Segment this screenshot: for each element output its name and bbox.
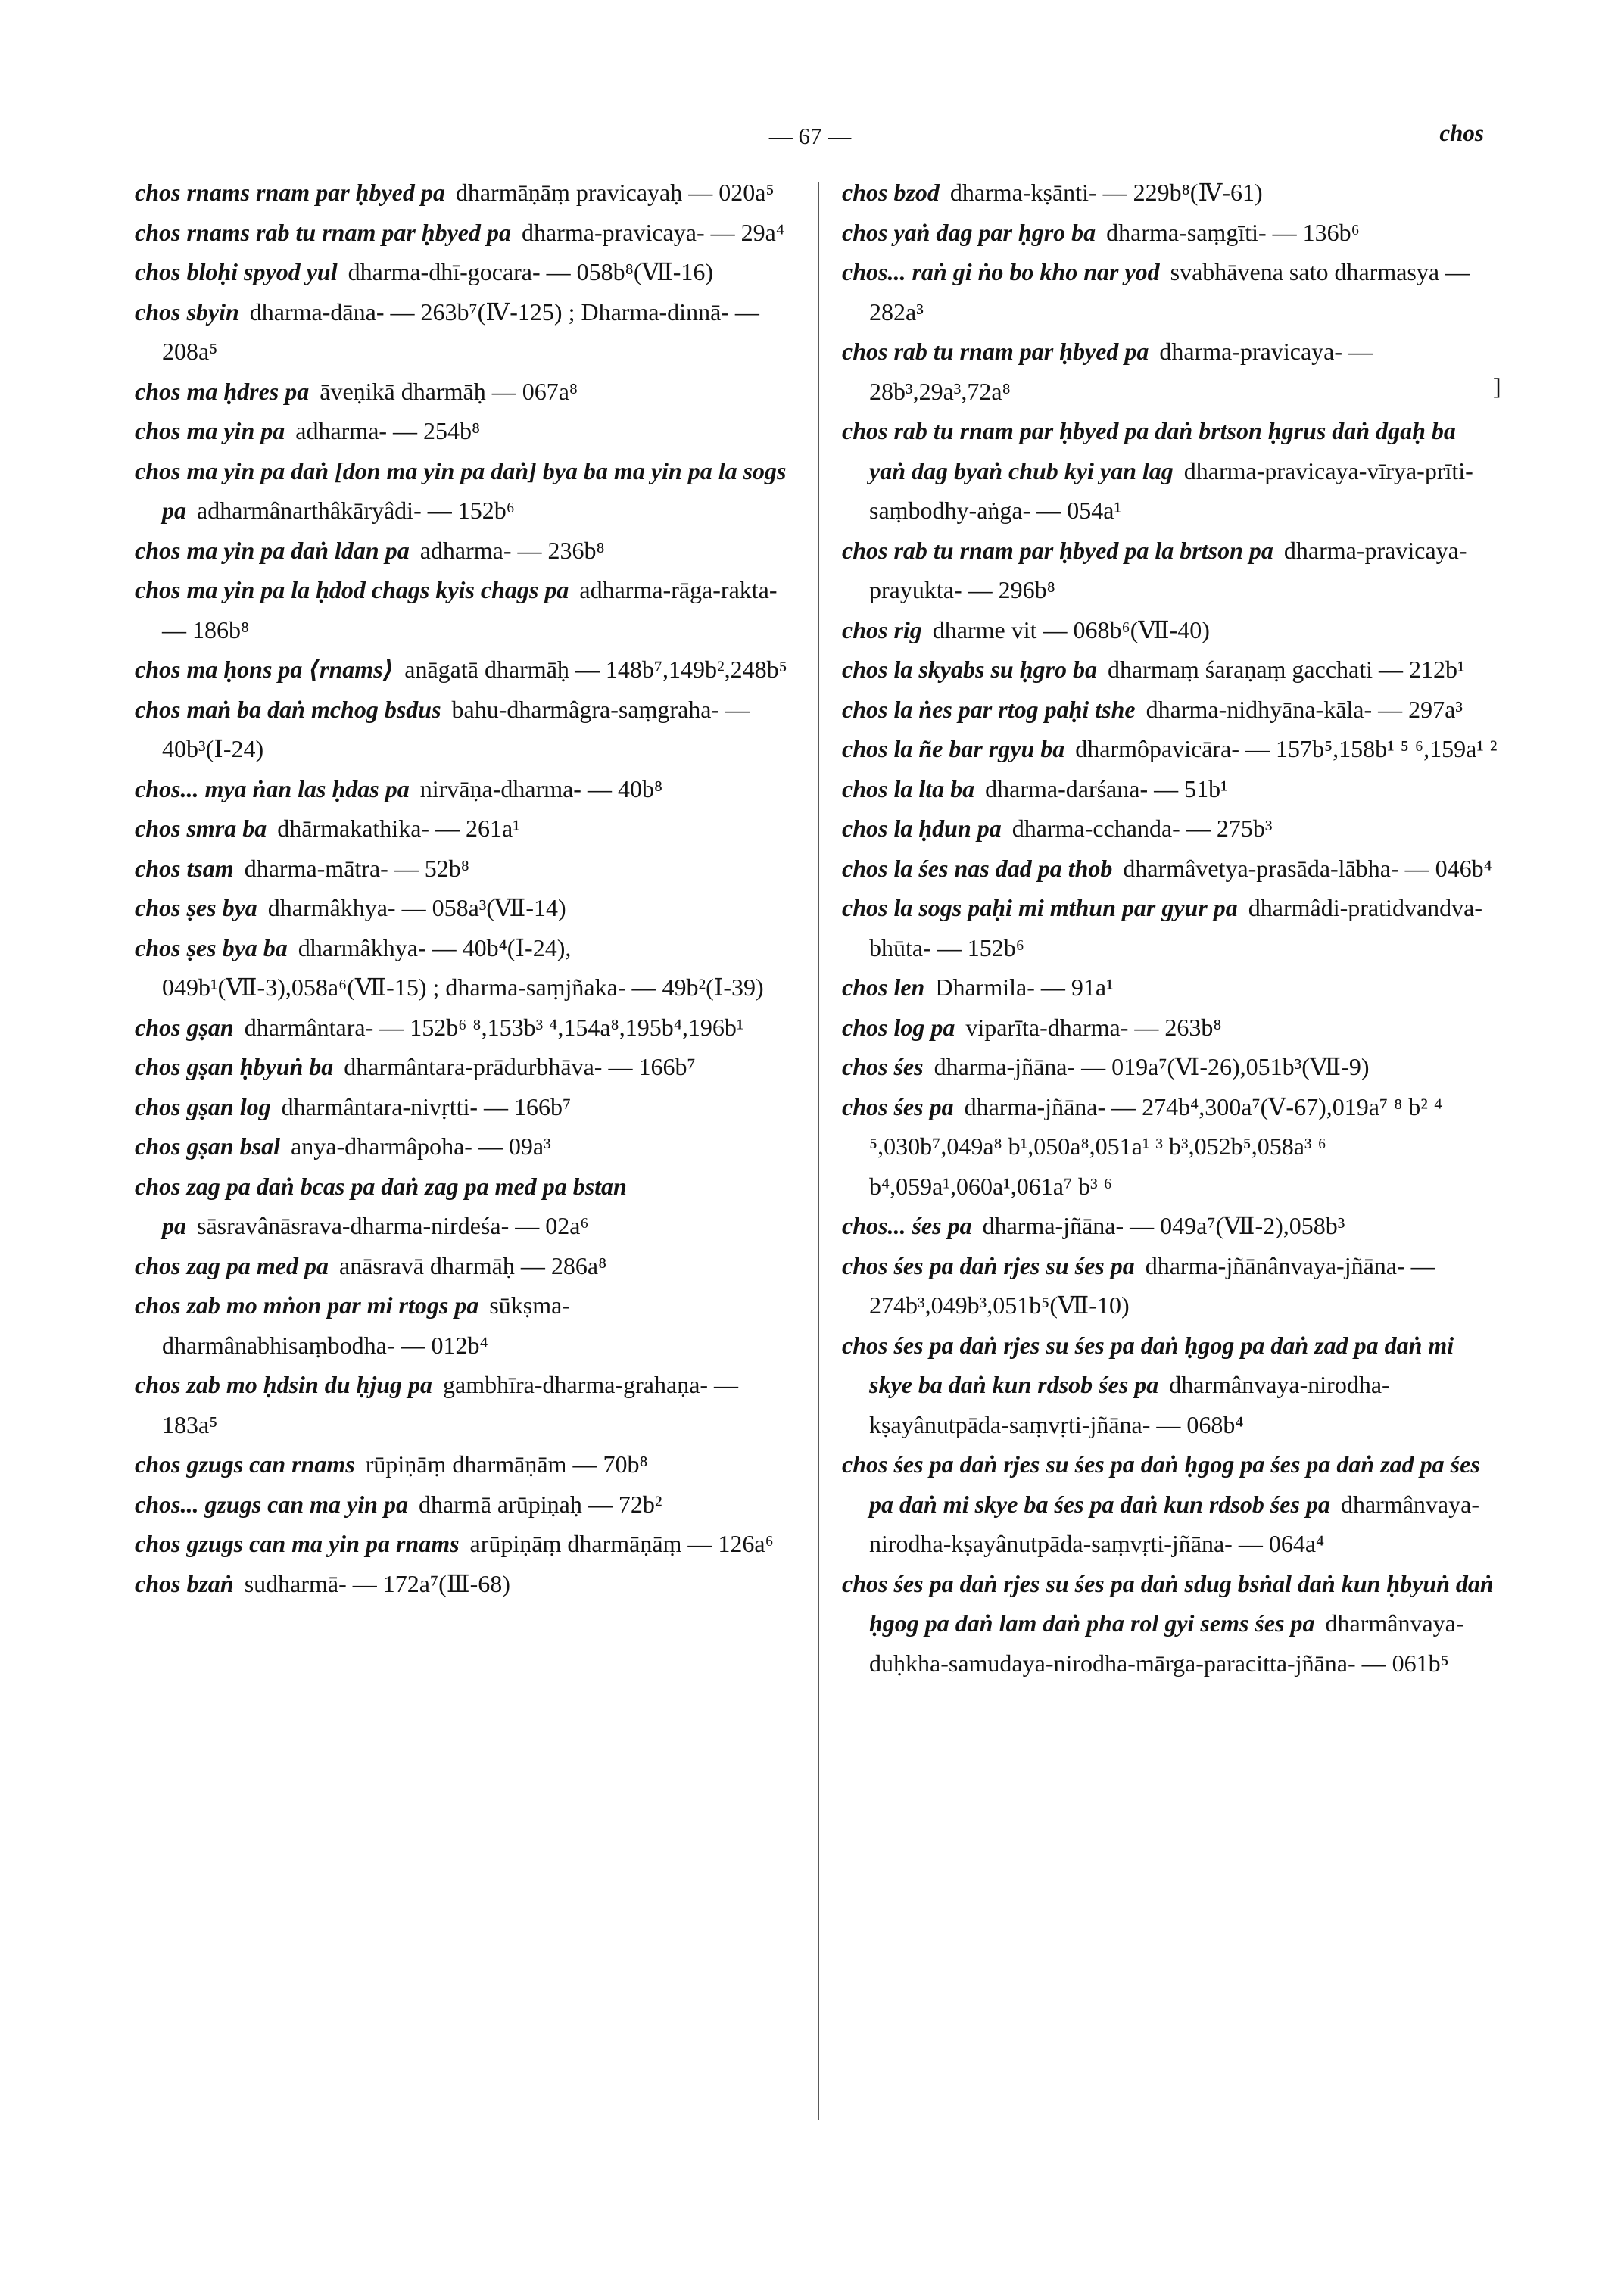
dictionary-entry	[135, 411, 795, 451]
running-head: chos	[1439, 120, 1484, 146]
entry-headword: chos la ñe bar rgyu ba	[842, 735, 1065, 762]
entry-headword: chos ṣes bya	[135, 894, 257, 921]
dictionary-entry	[842, 888, 1498, 967]
entry-headword: chos tsam	[135, 854, 234, 882]
entry-definition: rūpiṇāṃ dharmāṇām — 70b⁸	[365, 1450, 648, 1478]
dictionary-entry	[135, 1047, 795, 1087]
entry-headword: chos... gzugs can ma yin pa	[135, 1490, 408, 1518]
dictionary-entry	[135, 1246, 795, 1286]
entry-definition: dharma-pravicaya-prayukta- — 296b⁸	[869, 536, 1467, 603]
dictionary-entry	[842, 411, 1498, 531]
entry-definition: anāgatā dharmāḥ — 148b⁷,149b²,248b⁵	[404, 656, 787, 683]
dictionary-entry	[135, 213, 795, 253]
entry-headword: chos smra ba	[135, 815, 267, 842]
entry-headword: chos la śes nas dad pa thob	[842, 854, 1113, 882]
entry-headword: chos gṣan bsal	[135, 1132, 281, 1160]
left-column	[135, 173, 795, 1603]
entry-definition: dharma-pravicaya-vīrya-prīti-saṃbodhy-aṅga- — 054a¹	[869, 456, 1473, 524]
entry-definition: dharma-pravicaya- — 29a⁴	[521, 218, 784, 246]
dictionary-entry	[842, 769, 1498, 809]
entry-definition: dharma-mātra- — 52b⁸	[244, 854, 469, 882]
dictionary-entry	[135, 1485, 795, 1525]
dictionary-entry	[842, 252, 1498, 332]
dictionary-entry	[842, 1047, 1498, 1087]
dictionary-entry	[135, 252, 795, 292]
entry-definition: sūkṣma-dharmânabhisaṃbodha- — 012b⁴	[162, 1291, 570, 1359]
entry-headword: chos bzaṅ	[135, 1569, 234, 1597]
entry-definition: adharma- — 236b⁸	[419, 536, 605, 564]
entry-headword: chos la lta ba	[842, 774, 975, 802]
entry-definition: āveṇikā dharmāḥ — 067a⁸	[320, 377, 578, 405]
entry-definition: dharmântara- — 152b⁶ ⁸,153b³ ⁴,154a⁸,195b⁴,196b¹	[244, 1013, 744, 1041]
entry-headword: chos gzugs can rnams	[135, 1450, 355, 1478]
entry-headword: chos log pa	[842, 1013, 955, 1041]
entry-definition: dharma-jñānânvaya-jñāna- — 274b³,049b³,051b⁵(Ⅶ-10)	[869, 1251, 1435, 1319]
entry-headword: chos gzugs can ma yin pa rnams	[135, 1530, 460, 1557]
dictionary-entry	[842, 808, 1498, 849]
entry-definition: nirvāṇa-dharma- — 40b⁸	[419, 774, 663, 802]
entry-definition: dharma-nidhyāna-kāla- — 297a³	[1146, 695, 1463, 723]
dictionary-entry	[135, 769, 795, 809]
entry-definition: arūpiṇāṃ dharmāṇāṃ — 126a⁶	[469, 1530, 774, 1557]
entry-definition: dharma-dhī-gocara- — 058b⁸(Ⅶ-16)	[348, 258, 714, 285]
entry-definition: dharma-darśana- — 51b¹	[985, 774, 1228, 802]
entry-definition: viparīta-dharma- — 263b⁸	[965, 1013, 1222, 1041]
entry-headword: chos śes pa daṅ rjes su śes pa daṅ sdug bsṅal daṅ kun ḥbyuṅ daṅ ḥgog pa daṅ lam daṅ pha rol gyi sems śes pa	[842, 1569, 1494, 1637]
entry-definition: dharma-saṃgīti- — 136b⁶	[1106, 218, 1360, 246]
entry-definition: dharmâkhya- — 40b⁴(Ⅰ-24), 049b¹(Ⅶ-3),058a⁶(Ⅶ-15) ; dharma-saṃjñaka- — 49b²(Ⅰ-39)	[162, 933, 764, 1001]
dictionary-entry	[842, 1444, 1498, 1564]
entry-headword: chos... śes pa	[842, 1212, 972, 1239]
dictionary-entry	[842, 650, 1498, 690]
column-divider	[818, 182, 819, 2120]
dictionary-entry	[135, 1564, 795, 1604]
entry-definition: dharmâvetya-prasāda-lābha- — 046b⁴	[1123, 854, 1492, 882]
entry-definition: dharmânvaya-nirodha-kṣayânutpāda-saṃvṛti-jñāna- — 068b⁴	[869, 1371, 1390, 1438]
entry-definition: sāsravânāsrava-dharma-nirdeśa- — 02a⁶	[197, 1212, 589, 1239]
entry-headword: chos zag pa daṅ bcas pa daṅ zag pa med pa bstan pa	[135, 1172, 627, 1239]
entry-headword: chos bloḥi spyod yul	[135, 258, 338, 285]
entry-headword: chos maṅ ba daṅ mchog bsdus	[135, 695, 441, 723]
dictionary-entry	[842, 849, 1498, 889]
dictionary-entry	[842, 610, 1498, 650]
dictionary-entry	[135, 372, 795, 412]
entry-definition: dharmânvaya-duḥkha-samudaya-nirodha-mārga-paracitta-jñāna- — 061b⁵	[869, 1609, 1464, 1677]
entry-headword: chos la sogs paḥi mi mthun par gyur pa	[842, 894, 1238, 921]
dictionary-entry	[135, 1008, 795, 1048]
entry-headword: chos śes pa daṅ rjes su śes pa	[842, 1251, 1135, 1279]
entry-headword: chos yaṅ dag par ḥgro ba	[842, 218, 1096, 246]
dictionary-entry	[842, 1206, 1498, 1246]
entry-headword: chos ma ḥdres pa	[135, 377, 310, 405]
entry-definition: svabhāvena sato dharmasya — 282a³	[869, 258, 1470, 326]
dictionary-entry	[135, 1126, 795, 1167]
dictionary-entry	[135, 1167, 795, 1246]
entry-definition: anāsravā dharmāḥ — 286a⁸	[339, 1251, 607, 1279]
entry-definition: dharmâkhya- — 058a³(Ⅶ-14)	[267, 894, 566, 921]
dictionary-entry	[842, 1087, 1498, 1207]
entry-headword: chos la ḥdun pa	[842, 815, 1002, 842]
entry-definition: dhārmakathika- — 261a¹	[277, 815, 520, 842]
dictionary-entry	[135, 1444, 795, 1485]
entry-definition: adharma- — 254b⁸	[295, 417, 481, 444]
dictionary-entry	[842, 332, 1498, 411]
dictionary-entry	[135, 650, 795, 690]
entry-headword: chos śes pa daṅ rjes su śes pa daṅ ḥgog pa daṅ zad pa daṅ mi skye ba daṅ kun rdsob śes pa	[842, 1331, 1454, 1398]
entry-headword: chos la ṅes par rtog paḥi tshe	[842, 695, 1136, 723]
dictionary-entry	[135, 849, 795, 889]
dictionary-entry	[135, 570, 795, 650]
entry-headword: chos gṣan ḥbyuṅ ba	[135, 1053, 334, 1080]
dictionary-entry	[842, 173, 1498, 213]
entry-definition: dharmôpavicāra- — 157b⁵,158b¹ ⁵ ⁶,159a¹ ²	[1075, 735, 1498, 762]
dictionary-entry	[842, 729, 1498, 769]
dictionary-entry	[135, 292, 795, 372]
entry-definition: dharma-jñāna- — 274b⁴,300a⁷(Ⅴ-67),019a⁷ ⁸ b² ⁴ ⁵,030b⁷,049a⁸ b¹,050a⁸,051a¹ ³ b³,052b⁵,058a³ ⁶ b⁴,059a¹,060a¹,061a⁷ b³ ⁶	[869, 1092, 1442, 1200]
entry-definition: adharma-rāga-rakta- — 186b⁸	[162, 576, 778, 643]
dictionary-entry	[842, 213, 1498, 253]
entry-headword: chos gṣan	[135, 1013, 234, 1041]
dictionary-entry	[842, 1008, 1498, 1048]
entry-headword: chos rnams rab tu rnam par ḥbyed pa	[135, 218, 511, 246]
dictionary-entry	[135, 928, 795, 1008]
entry-headword: chos len	[842, 974, 925, 1001]
entry-headword: chos ma yin pa daṅ [don ma yin pa daṅ] bya ba ma yin pa la sogs pa	[135, 456, 787, 524]
entry-definition: anya-dharmâpoha- — 09a³	[291, 1132, 551, 1160]
entry-definition: dharma-jñāna- — 019a⁷(Ⅵ-26),051b³(Ⅶ-9)	[934, 1053, 1370, 1080]
dictionary-entry	[842, 1246, 1498, 1326]
entry-headword: chos śes pa	[842, 1092, 954, 1120]
dictionary-entry	[842, 1326, 1498, 1445]
dictionary-entry	[135, 888, 795, 928]
entry-definition: Dharmila- — 91a¹	[935, 974, 1114, 1001]
dictionary-entry	[135, 1285, 795, 1365]
entry-headword: chos gṣan log	[135, 1092, 271, 1120]
dictionary-entry	[135, 808, 795, 849]
dictionary-entry	[135, 173, 795, 213]
entry-headword: chos rnams rnam par ḥbyed pa	[135, 179, 445, 206]
entry-definition: dharme vit — 068b⁶(Ⅶ-40)	[932, 615, 1210, 643]
entry-definition: dharmāṇāṃ pravicayaḥ — 020a⁵	[455, 179, 775, 206]
entry-headword: chos... raṅ gi ṅo bo kho nar yod	[842, 258, 1160, 285]
dictionary-entry	[135, 1087, 795, 1127]
entry-headword: chos ma yin pa la ḥdod chags kyis chags pa	[135, 576, 569, 603]
entry-headword: chos rab tu rnam par ḥbyed pa	[842, 338, 1149, 365]
dictionary-entry	[135, 1365, 795, 1444]
right-column	[842, 173, 1498, 1683]
page-number: — 67 —	[768, 123, 852, 149]
dictionary-entry	[842, 967, 1498, 1008]
entry-definition: bahu-dharmâgra-saṃgraha- — 40b³(Ⅰ-24)	[162, 695, 750, 762]
entry-definition: dharmaṃ śaraṇaṃ gacchati — 212b¹	[1107, 656, 1465, 683]
entry-definition: dharma-jñāna- — 049a⁷(Ⅶ-2),058b³	[982, 1212, 1345, 1239]
entry-headword: chos rig	[842, 615, 922, 643]
entry-headword: chos zab mo mṅon par mi rtogs pa	[135, 1291, 479, 1319]
entry-headword: chos ma yin pa daṅ ldan pa	[135, 536, 410, 564]
entry-headword: chos ma ḥons pa ⟨rnams⟩	[135, 656, 394, 683]
entry-headword: chos ma yin pa	[135, 417, 285, 444]
entry-definition: sudharmā- — 172a⁷(Ⅲ-68)	[244, 1569, 510, 1597]
entry-definition: gambhīra-dharma-grahaṇa- — 183a⁵	[162, 1371, 739, 1438]
entry-definition: dharmântara-prādurbhāva- — 166b⁷	[344, 1053, 696, 1080]
entry-headword: chos la skyabs su ḥgro ba	[842, 656, 1097, 683]
entry-headword: chos zab mo ḥdsin du ḥjug pa	[135, 1371, 433, 1398]
entry-headword: chos bzod	[842, 179, 940, 206]
dictionary-entry	[135, 1524, 795, 1564]
entry-definition: dharmâdi-pratidvandva-bhūta- — 152b⁶	[869, 894, 1482, 961]
dictionary-entry	[842, 690, 1498, 730]
entry-headword: chos zag pa med pa	[135, 1251, 329, 1279]
dictionary-entry	[135, 451, 795, 531]
entry-definition: dharma-cchanda- — 275b³	[1011, 815, 1273, 842]
entry-headword: chos ṣes bya ba	[135, 933, 288, 961]
entry-definition: dharma-kṣānti- — 229b⁸(Ⅳ-61)	[949, 179, 1263, 206]
entry-headword: chos śes pa daṅ rjes su śes pa daṅ ḥgog pa śes pa daṅ zad pa śes pa daṅ mi skye ba śes pa daṅ kun rdsob śes pa	[842, 1450, 1480, 1518]
dictionary-entry	[135, 690, 795, 769]
entry-definition: adharmânarthâkāryâdi- — 152b⁶	[197, 497, 515, 524]
entry-definition: dharmā arūpiṇaḥ — 72b²	[418, 1490, 662, 1518]
margin-bracket: ]	[1493, 372, 1501, 400]
entry-definition: dharma-dāna- — 263b⁷(Ⅳ-125) ; Dharma-dinnā- — 208a⁵	[162, 298, 759, 365]
entry-definition: dharmântara-nivṛtti- — 166b⁷	[281, 1092, 572, 1120]
entry-definition: dharma-pravicaya- — 28b³,29a³,72a⁸	[869, 338, 1373, 405]
dictionary-entry	[842, 1564, 1498, 1684]
entry-definition: dharmânvaya-nirodha-kṣayânutpāda-saṃvṛti-jñāna- — 064a⁴	[869, 1490, 1479, 1557]
entry-headword: chos rab tu rnam par ḥbyed pa daṅ brtson ḥgrus daṅ dgaḥ ba yaṅ dag byaṅ chub kyi yan lag	[842, 417, 1456, 484]
entry-headword: chos rab tu rnam par ḥbyed pa la brtson pa	[842, 536, 1273, 564]
entry-headword: chos... mya ṅan las ḥdas pa	[135, 774, 410, 802]
dictionary-entry	[842, 531, 1498, 610]
dictionary-entry	[135, 531, 795, 571]
entry-headword: chos śes	[842, 1053, 924, 1080]
entry-headword: chos sbyin	[135, 298, 239, 326]
